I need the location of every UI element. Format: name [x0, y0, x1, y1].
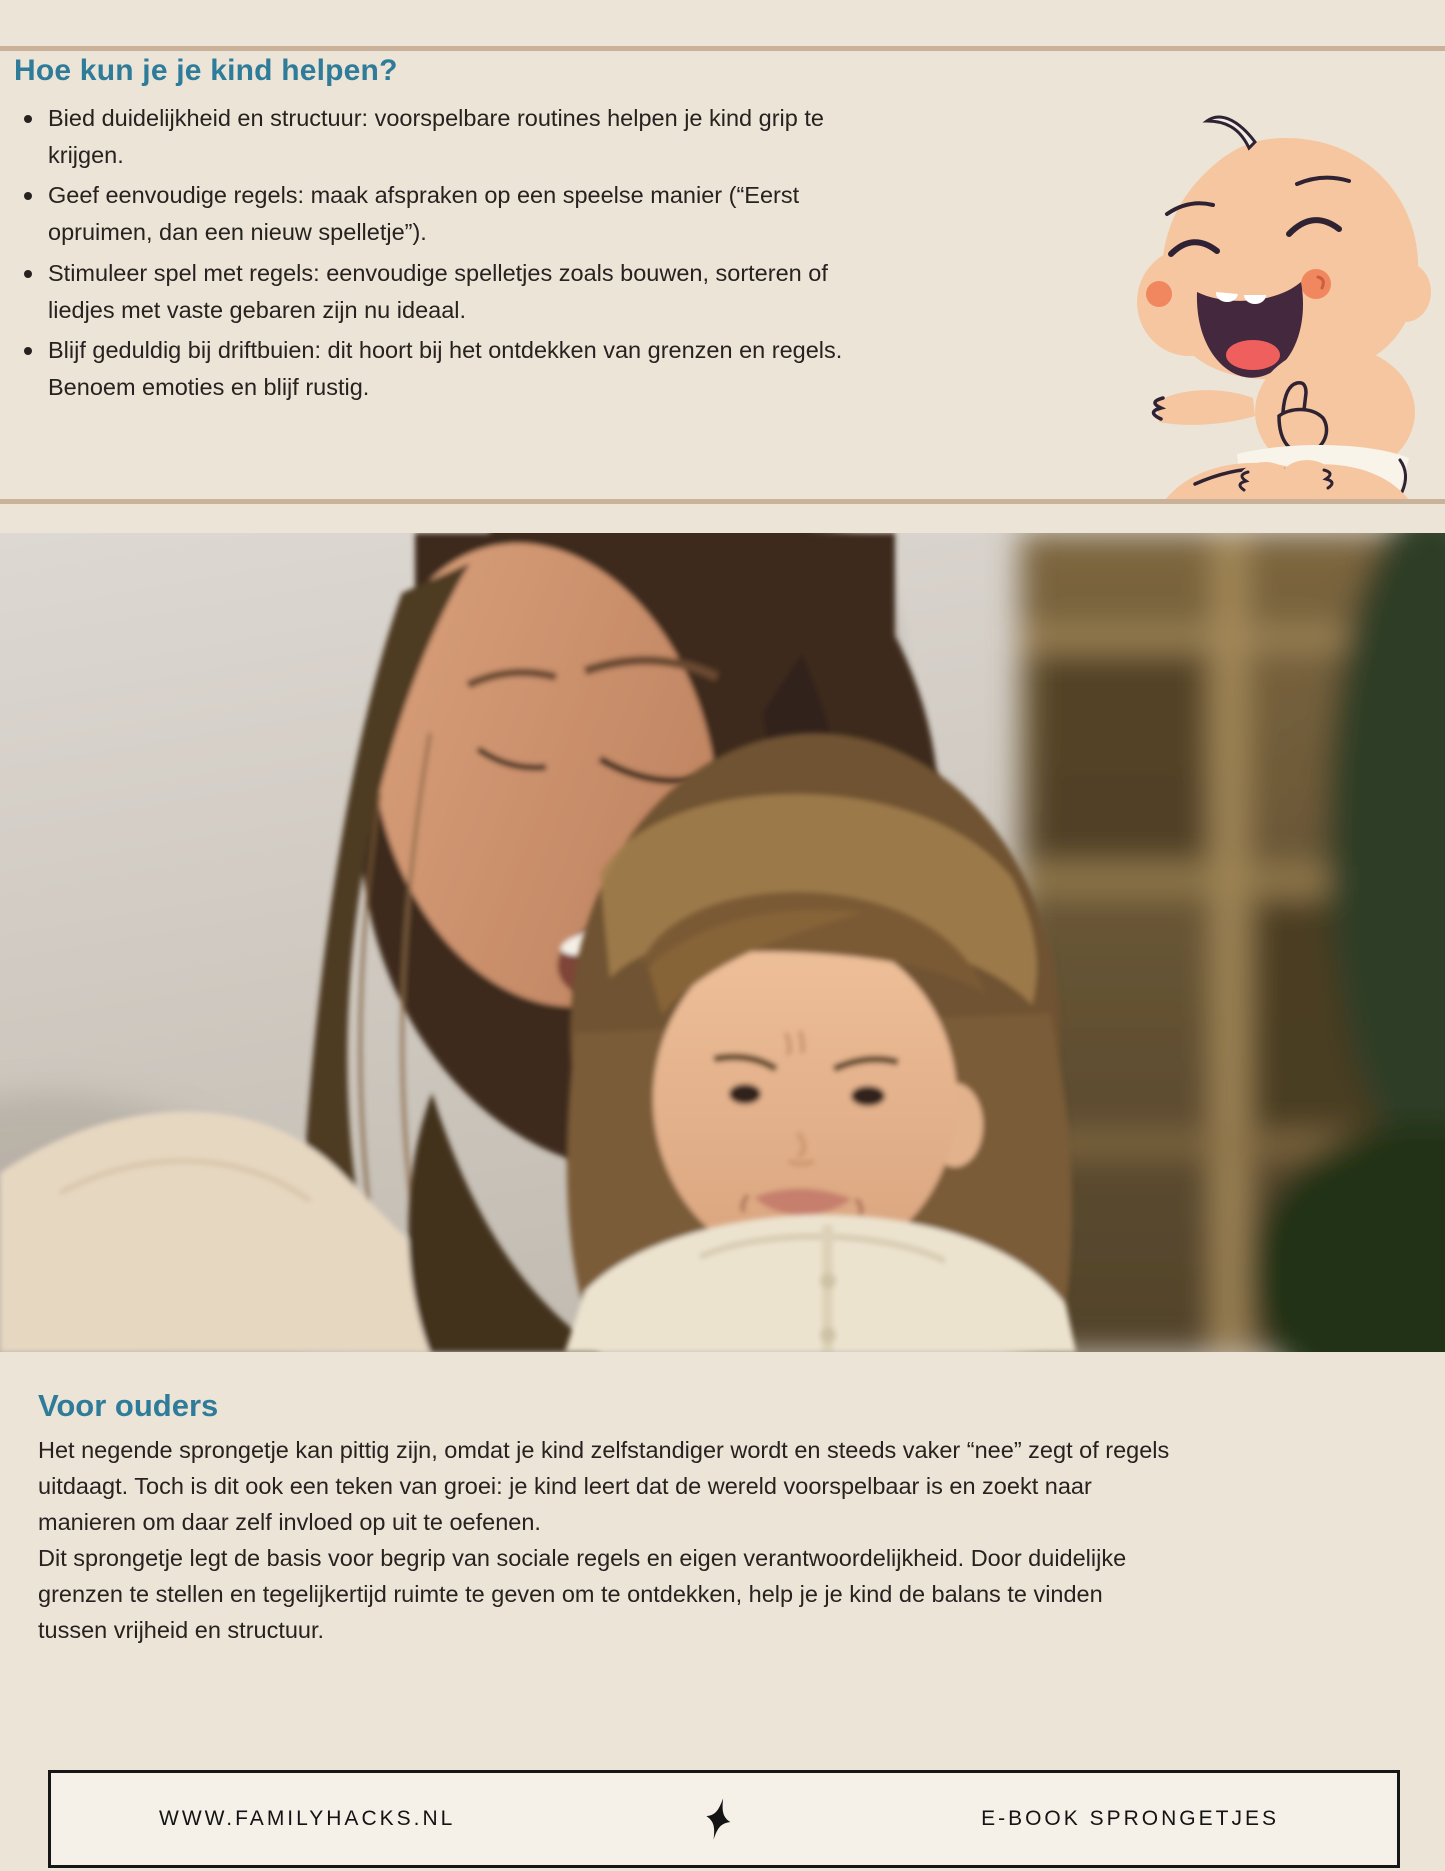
- parents-section: [38, 1388, 1178, 1649]
- family-photo: [0, 533, 1445, 1352]
- help-section: [14, 54, 854, 409]
- bullet-dot-icon: [24, 347, 32, 355]
- help-heading: Hoe kun je je kind helpen?: [14, 54, 398, 87]
- footer-website: WWW.FAMILYHACKS.NL: [159, 1807, 456, 1830]
- list-item: [14, 255, 854, 329]
- bullet-text: Stimuleer spel met regels: eenvoudige spelletjes zoals bouwen, sorteren of liedjes met vaste gebaren zijn nu ideaal.: [48, 259, 828, 323]
- parents-heading: Voor ouders: [38, 1388, 219, 1423]
- footer-ebook-label: E-BOOK SPRONGETJES: [981, 1807, 1279, 1830]
- bullet-text: Bied duidelijkheid en structuur: voorspelbare routines helpen je kind grip te krijgen.: [48, 105, 824, 169]
- sparkle-icon: [701, 1796, 735, 1842]
- parents-paragraph: Het negende sprongetje kan pittig zijn, omdat je kind zelfstandiger wordt en steeds vaker “nee” zegt of regels uitdaagt. Toch is dit ook een teken van groei: je kind leert dat de wereld voorspelbaar is en zoekt naar manieren om daar zelf invloed op uit te oefenen.: [38, 1437, 1170, 1535]
- bullet-text: Geef eenvoudige regels: maak afspraken op een speelse manier (“Eerst opruimen, dan een nieuw spelletje”).: [48, 182, 800, 246]
- help-bullet-list: [14, 100, 854, 406]
- list-item: [14, 332, 854, 406]
- divider-line: [0, 499, 1445, 504]
- bullet-text: Blijf geduldig bij driftbuien: dit hoort bij het ontdekken van grenzen en regels. Benoem emoties en blijf rustig.: [48, 336, 843, 400]
- list-item: [14, 177, 854, 251]
- bullet-dot-icon: [24, 270, 32, 278]
- bullet-dot-icon: [24, 192, 32, 200]
- footer-bar: [48, 1770, 1400, 1868]
- parents-paragraph: Dit sprongetje legt de basis voor begrip van sociale regels en eigen verantwoordelijkheid. Door duidelijke grenzen te stellen en tegelijkertijd ruimte te geven om te ontdekken, help je je kind de balans te vinden tussen vrijheid en structuur.: [38, 1544, 1127, 1643]
- crying-baby-illustration: [1136, 110, 1438, 500]
- divider-line: [0, 46, 1445, 51]
- bullet-dot-icon: [24, 115, 32, 123]
- list-item: [14, 100, 854, 174]
